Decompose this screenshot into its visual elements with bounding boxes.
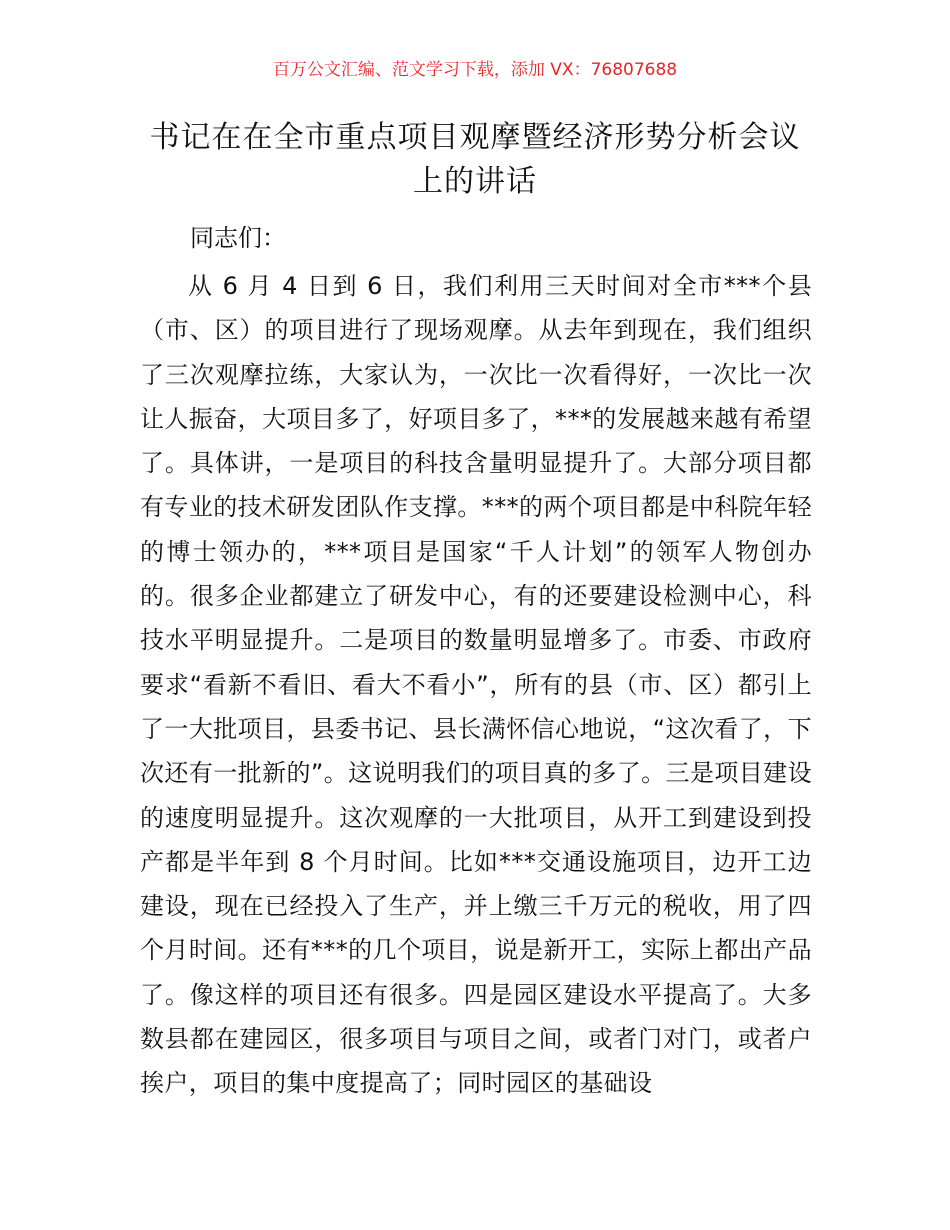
header-banner: 百万公文汇编、范文学习下载，添加 VX：76807688 (272, 60, 678, 80)
document-title: 书记在在全市重点项目观摩暨经济形势分析会议上的讲话 (149, 120, 801, 199)
salutation: 同志们： (190, 224, 286, 252)
body-paragraph: 从 6 月 4 日到 6 日，我们利用三天时间对全市***个县（市、区）的项目进行了现场观摩。从去年到现在，我们组织了三次观摩拉练，大家认为，一次比一次看得好，一次比一次让人振奋，大项目多了，好项目多了，***的发展越来越有希望了。具体讲，一是项目的科技含量明显提升了。大部分项目都有专业的技术研发团队作支撑。***的两个项目都是中科院年轻的博士领办的，***项目是国家“千人计划”的领军人物创办的。很多企业都建立了研发中心，有的还要建设检测中心，科技水平明显提升。二是项目的数量明显增多了。市委、市政府要求“看新不看旧、看大不看小”，所有的县（市、区）都引上了一大批项目，县委书记、县长满怀信心地说，“这次看了，下次还有一批新的”。这说明我们的项目真的多了。三是项目建设的速度明显提升。这次观摩的一大批项目，从开工到建设到投产都是半年到 8 个月时间。比如***交通设施项目，边开工边建设，现在已经投入了生产，并上缴三千万元的税收，用了四个月时间。还有***的几个项目，说是新开工，实际上都出产品了。像这样的项目还有很多。四是园区建设水平提高了。大多数县都在建园区，很多项目与项目之间，或者门对门，或者户挨户，项目的集中度提高了；同时园区的基础设 (140, 272, 812, 1098)
